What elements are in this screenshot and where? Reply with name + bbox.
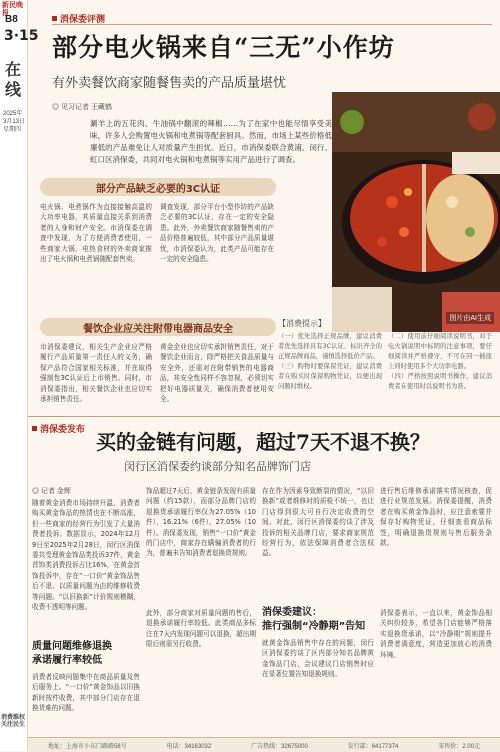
body-column: 饰品超过7天后，黄金链条发现有质量问题（约15款），而部分品牌门店的退换货承诺履行率仅为27.05%（10件），16.21%（6件），27.05%（10件）。消保委发现，销售“一口价”黄金的门店中，商家存在瞒骗消费者的行为，普遍未告知消费者退换货规则。 [146,487,256,558]
section-tag [32,422,85,435]
issue-date: 2025年 3月13日 星期四 [3,111,26,133]
strip-label: 消费维权 关注民生 [1,715,26,728]
hotpot-photo [332,92,500,332]
body-column: 电火锅、电煮锅作为直接接触高温的大功率电器，其质量直接关系到消费者的人身和财产安全。市消保委在调查中发现，为了方便消费者使用，一些商家大锅、电热食材的外卖商家推出了电火锅和电煮锅随配套售卖。 [40,203,152,264]
body-column: 进行售后维修承诺落实情况核查，促进行业规范发展。消保委提醒，消费者在购买黄金饰品时，应注意索要并保存好购物凭证，仔细查看商品标签，明确退换货规则与售后服务条款。 [380,487,492,548]
photo-caption: 图片由AI生成 [446,312,494,324]
byline: ◎ 记者 金辉 [32,488,71,495]
masthead-strip [0,0,39,751]
section-name: 在线 [4,60,21,99]
body-column: 消保委表示，一直以来，黄金饰品相关纠纷较多，希望各门店能够严格落实退换货承诺，以“冷静期”规则提升消费者满意度，营造更加放心的消费环境。 [380,609,492,659]
headline: 部分电火锅来自“三无”小作坊 [52,33,395,62]
tip-item: （三）购物时要保留凭证，建议消费者在购买时保留购物凭证，以便出现问题时维权。 [278,363,382,390]
subheadline: 有外卖餐饮商家随餐售卖的产品质量堪忧 [52,76,287,91]
subheadline: 闵行区消保委约谈部分知名品牌饰门店 [124,460,311,473]
newspaper-logo: 新民晚报 [2,2,23,17]
footer-ad-line: 广告热线：32675000 [251,743,308,750]
tips-column [278,332,382,414]
footer-price: 零售价：2.00元 [438,743,480,750]
page-number: B8 [5,14,18,25]
section-date: 3·15 [4,28,39,44]
tips-title: 【消费提示】 [278,319,326,328]
tag-rule [52,24,492,25]
byline: ◎ 见习记者 王藏鹤 [52,104,112,111]
column-heading: 消保委建议： 推行强制“冷静期”告知 [262,607,366,632]
body-column: 黄金企业也应切实承担销售责任，对于餐饮企业而言，除严格把关食品质量与安全外，还需对在附带销售的电器商品，其安全性同样不容忽视，必须切实把好电器质量关，确保消费者使用安全。 [160,343,274,404]
body-column: 此外，部分商家对质量问题的售后，退换承诺履行率较低。此类商品多标注在7天内发现问题可以退换，超出期限后则需另行收费。 [146,609,256,649]
subhead-banner: 餐饮企业应关注附带电器商品安全 [40,318,276,336]
lead-paragraph: 涮羊上的五花肉、牛油锅中翻滚的辣椒……为了在家中也能尽情享受美味，许多人会购置电火锅和电煮锅等配套厨具。然而，市场上某些价格低廉低的产品难免让人对质量产生担忧。近日，市消保委联合黄浦、闵行、虹口区消保委，共同对电火锅和电煮锅等实用产品进行了调查。 [90,119,332,164]
footer-distribution: 发行部：64177374 [347,743,399,750]
body-column: 市消保委建议，相关生产企业应严格履行产品质量第一责任人的义务，确保产品符合国家相关标准，并在取得强制性3C认证后上市销售。同时，市消保委指出，相关餐饮企业也应切实承担销售责任。 [40,343,152,404]
tip-item: （一）优先选择正规品牌，建议消费者优先选择具有3C认证、标识齐全的正规品牌商品，谨慎选择低价产品。 [278,333,382,360]
tag-square-icon [32,426,37,431]
tip-item: （二）使用前仔细阅读说明书，对于电火锅说明中标明的注意事项，要仔细阅读并严格遵守，不可在同一插座上同时使用多个大功率电器。 [388,333,492,370]
body-column: 随着黄金消费市场持续升温，消费者购买黄金饰品的热情也在不断高涨，但一些商家的经营行为引发了大量消费者投诉。数据显示，2024年12月9日至2025年2月28日，闵行区消保委共受理黄金饰品类投诉37件，黄金首饰类消费投诉占比16%，在黄金首饰投诉中，存在“一口价”黄金饰品售后不退、以质量问题为由的维修收费等问题。“以旧换新”计价规则模糊，收费不透明等问题。 [32,499,140,612]
tips-column [388,332,492,414]
body-column: 消费者反映问题集中在商品质量及售后服务上。“一口价”黄金饰品以旧换新时按件收费，其中部分门店存在退换货难的问题。 [32,673,140,713]
footer-address: 地址：上海市小东门路路58号 [47,743,127,750]
body-column: 调查发现，部分平台小型作坊的产品缺乏必要的3C认证，存在一定的安全隐患。此外，外卖餐饮商家随餐售卖的产品价格普遍较低，其中部分产品质量堪忧，市消保委认为，此类产品可能存在一定的安全隐患。 [160,203,274,264]
footer-bar [28,737,500,752]
section-tag-label: 消保委评测 [60,14,106,24]
headline: 买的金链有问题，超过7天不退不换？ [96,430,430,454]
section-divider [28,416,500,417]
tag-square-icon [52,16,57,21]
hotpot-image [332,92,500,332]
tip-item: （四）严格按照说明书操作，建议消费者在使用时以说明书为准。 [388,373,492,390]
column-heading: 质量问题维修退换 承诺履行率较低 [32,641,112,666]
body-column: 存在作为因素导致断裂的情况，“以旧换新”或者维修时的质检不统一，也让门店得到很大可自行决定收费的空间。对此，闵行区消保委约谈了涉及投诉的相关品牌门店，要求商家规范经营行为，依法保障消费者合法权益。 [262,487,374,558]
footer-phone: 电话：34163032 [166,743,212,750]
section-tag-label: 消保委发布 [40,424,86,434]
subhead-banner: 部分产品缺乏必要的3C认证 [40,178,276,196]
body-column: 就黄金饰品销售中存在的问题，闵行区消保委约谈了区内部分知名品牌黄金饰品门店，会议建议门店销售时应在显著位置告知退换规则。 [262,639,374,679]
